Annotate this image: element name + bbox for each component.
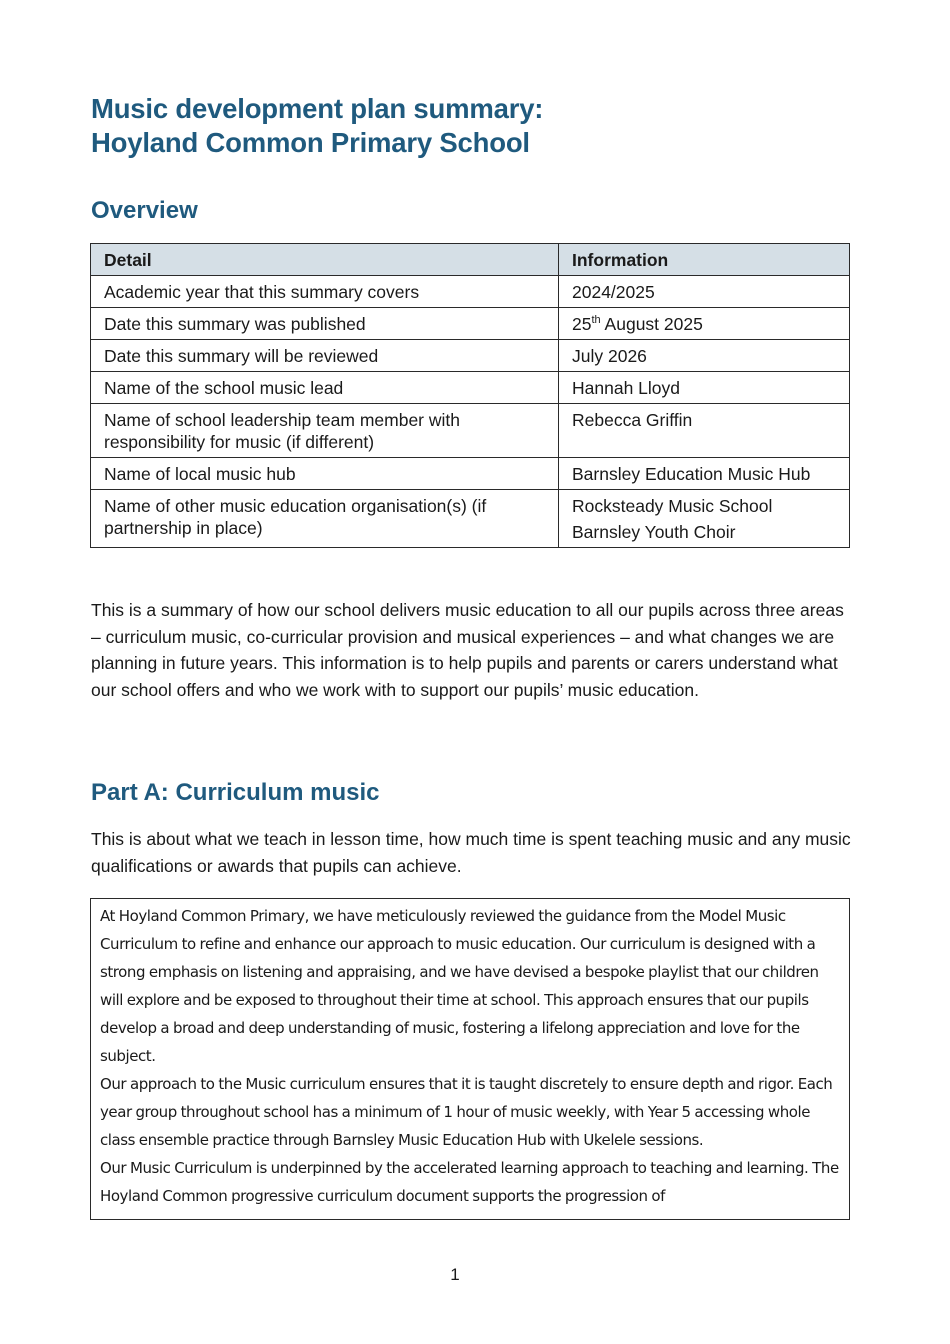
column-header-information: Information [559,244,850,276]
document-title [91,92,543,160]
detail-cell: Date this summary will be reviewed [91,340,559,372]
information-cell: 2024/2025 [559,276,850,308]
curriculum-paragraph: At Hoyland Common Primary, we have meticulously reviewed the guidance from the Model Music Curriculum to refine and enhance our approach to music education. Our curriculum is designed with a strong emphasis on listening and appraising, and we have devised a bespoke playlist that our children will explore and be exposed to throughout their time at school. This approach ensures that our pupils develop a broad and deep understanding of music, fostering a lifelong appreciation and love for the subject. [100,907,819,1065]
detail-cell: Name of school leadership team member with responsibility for music (if different) [91,404,559,458]
overview-heading: Overview [91,197,198,224]
table-row [91,340,850,372]
overview-table [90,243,850,548]
partner-organisation: Rocksteady Music School [572,496,773,516]
information-cell: Rebecca Griffin [559,404,850,458]
partner-organisation: Barnsley Youth Choir [572,522,736,542]
curriculum-text-box [90,898,850,1220]
column-header-detail: Detail [91,244,559,276]
information-cell: Hannah Lloyd [559,372,850,404]
information-cell: July 2026 [559,340,850,372]
curriculum-paragraph: Our Music Curriculum is underpinned by the accelerated learning approach to teaching and learning. The Hoyland Common progressive curriculum document supports the progression of [100,1159,839,1205]
table-row [91,458,850,490]
table-header-row [91,244,850,276]
detail-cell: Name of the school music lead [91,372,559,404]
curriculum-paragraph: Our approach to the Music curriculum ensures that it is taught discretely to ensure depth and rigor. Each year group throughout school has a minimum of 1 hour of music weekly, with Year 5 accessing whole class ensemble practice through Barnsley Music Education Hub with Ukelele sessions. [100,1075,833,1149]
table-row [91,276,850,308]
overview-intro-paragraph: This is a summary of how our school delivers music education to all our pupils across three areas – curriculum music, co-curricular provision and musical experiences – and what changes we are planning in future years. This information is to help pupils and parents or carers understand what our school offers and who we work with to support our pupils’ music education. [91,600,844,700]
table-row [91,308,850,340]
date-rest: August 2025 [600,314,703,334]
table-row [91,372,850,404]
title-line-2: Hoyland Common Primary School [91,127,530,158]
table-row [91,404,850,458]
detail-cell: Name of other music education organisation(s) (if partnership in place) [91,490,559,548]
date-ordinal-suffix: th [591,314,601,327]
date-day: 25 [572,314,592,334]
table-row [91,490,850,548]
page-number: 1 [450,1265,460,1284]
detail-cell: Name of local music hub [91,458,559,490]
part-a-heading: Part A: Curriculum music [91,779,380,806]
information-cell [559,308,850,340]
information-cell [559,490,850,548]
detail-cell: Date this summary was published [91,308,559,340]
title-line-1: Music development plan summary: [91,93,544,124]
part-a-intro-paragraph: This is about what we teach in lesson time, how much time is spent teaching music and any music qualifications or awards that pupils can achieve. [91,829,851,876]
information-cell: Barnsley Education Music Hub [559,458,850,490]
detail-cell: Academic year that this summary covers [91,276,559,308]
